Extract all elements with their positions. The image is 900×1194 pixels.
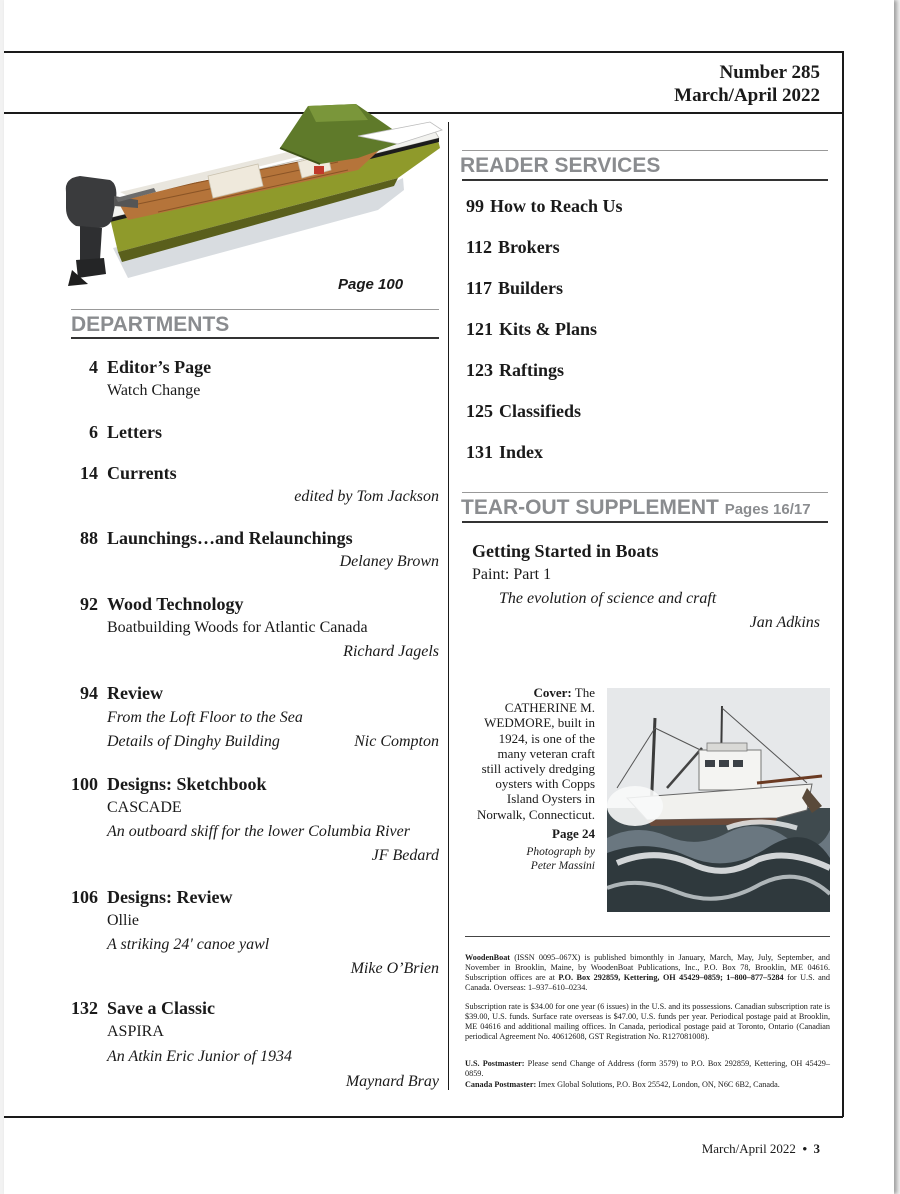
dept-subtitle: Boatbuilding Woods for Atlantic Canada [107,619,368,636]
cover-page-reference[interactable]: Page 24 [552,826,595,841]
dept-byline: Delaney Brown [339,553,439,570]
reader-service-title: Classifieds [499,401,582,421]
canada-postmaster-text: Imex Global Solutions, P.O. Box 25542, London, ON, N6C 6B2, Canada. [536,1080,780,1089]
us-postmaster-notice [465,1059,830,1079]
dept-title-review[interactable]: Review [107,683,163,703]
footer-bullet: • [802,1141,807,1156]
dept-title-currents[interactable]: Currents [107,463,177,483]
departments-top-rule [71,309,439,310]
publication-statement-text: for U.S. and Canada. Overseas: 1–937–610–0234. [465,973,830,992]
dept-page-number[interactable]: 14 [80,463,98,483]
reader-service-page: 123 [466,360,493,380]
reader-service-index[interactable] [466,441,543,463]
cover-label: Cover: [533,685,572,700]
dept-page-number[interactable]: 6 [89,422,98,442]
reader-service-page: 99 [466,196,484,216]
skiff-illustration-icon [58,100,448,290]
dept-title-letters[interactable]: Letters [107,422,162,442]
cover-caption-line: Island Oysters in [506,791,595,807]
dept-page-number[interactable]: 94 [80,683,98,703]
frame-top-rule [4,51,842,53]
reader-service-page: 112 [466,237,493,257]
dept-byline: edited by Tom Jackson [294,488,439,505]
reader-service-title: Builders [498,278,564,298]
page-footer [702,1141,820,1157]
magazine-page [4,0,894,1194]
dept-subtitle: A striking 24' canoe yawl [107,936,270,953]
supplement-author: Jan Adkins [749,614,820,631]
reader-service-page: 121 [466,319,493,339]
reader-service-builders[interactable] [466,277,563,299]
issue-date: March/April 2022 [674,85,820,106]
departments-rule [71,337,439,339]
reader-service-title: Brokers [498,237,560,257]
cover-caption-line: oysters with Copps [495,776,595,792]
fine-print-rule [465,936,830,937]
cover-caption-line: WEDMORE, built in [484,715,595,731]
dept-title-save-a-classic[interactable]: Save a Classic [107,998,215,1018]
cover-caption-line: Norwalk, Connecticut. [476,806,595,822]
supplement-description: The evolution of science and craft [499,590,717,607]
reader-service-page: 131 [466,442,493,462]
cover-caption-line: 1924, is one of the [498,730,595,746]
cover-caption-line: still actively dredging [481,761,595,777]
canada-postmaster-label: Canada Postmaster: [465,1080,537,1089]
dept-subtitle: Ollie [107,912,139,929]
supplement-heading [461,496,811,522]
issue-number: Number 285 [719,62,820,83]
dept-subtitle: An outboard skiff for the lower Columbia River [107,823,410,840]
column-divider [448,122,449,1090]
supplement-rule [462,521,828,523]
dept-subtitle: Details of Dinghy Building [107,733,280,750]
dept-byline: Mike O’Brien [350,960,439,977]
dept-title-editors-page[interactable]: Editor’s Page [107,357,212,377]
dept-subtitle: CASCADE [107,799,182,816]
frame-right-rule [842,51,844,1117]
dept-title-launchings[interactable]: Launchings…and Relaunchings [107,528,353,548]
supplement-subtitle: Paint: Part 1 [472,566,552,583]
footer-page-number: 3 [813,1141,820,1156]
supplement-heading-text: TEAR-OUT SUPPLEMENT [461,496,719,519]
reader-service-brokers[interactable] [466,236,560,258]
dept-page-number[interactable]: 100 [71,774,98,794]
dept-byline: Maynard Bray [345,1073,439,1090]
dept-page-number[interactable]: 132 [71,998,98,1018]
cover-caption-line: CATHERINE M. [504,700,595,716]
dept-subtitle: ASPIRA [107,1023,164,1040]
photo-credit-name: Peter Massini [530,860,595,872]
subscription-address: P.O. Box 292859, Kettering, OH 45429–0859; 1–800–877–5284 [558,973,784,982]
us-postmaster-label: U.S. Postmaster: [465,1059,525,1068]
reader-services-heading: READER SERVICES [460,154,661,177]
supplement-pages: Pages 16/17 [724,501,811,518]
publication-statement [465,953,830,993]
dept-byline: Richard Jagels [343,643,439,660]
illustration-page-reference: Page 100 [338,276,404,293]
reader-service-classifieds[interactable] [466,400,581,422]
reader-service-how-to-reach-us[interactable] [466,195,623,217]
dept-title-wood-technology[interactable]: Wood Technology [107,594,244,614]
publication-statement-text: (ISSN 0095–067X) is published bimonthly in January, March, May, July, September, and November in Brooklin, Maine, by WoodenBoat Publications, Inc., P.O. Box 78, Brooklin, ME 04616. Subscription offices are at [465,953,830,982]
reader-service-page: 125 [466,401,493,421]
reader-service-title: How to Reach Us [490,196,623,216]
reader-service-kits-plans[interactable] [466,318,597,340]
subscription-rates: Subscription rate is $34.00 for one year (6 issues) in the U.S. and its possessions. Canadian subscription rate is $39.00, U.S. funds. Surface rate overseas is $47.00, U.S. funds per year. Periodical postage paid at Brooklin, ME 04616 and additional mailing offices. In Canada, periodical postage paid at Toronto, Ontario (Canadian periodical Agreement No. 40612608, GST Registration No. R127081008). [465,1002,830,1041]
publication-brand: WoodenBoat [465,953,511,962]
dept-page-number[interactable]: 92 [80,594,98,614]
dept-subtitle: Watch Change [107,382,201,399]
reader-service-title: Kits & Plans [499,319,598,339]
reader-service-title: Index [499,442,544,462]
dept-subtitle: An Atkin Eric Junior of 1934 [107,1048,293,1065]
reader-service-raftings[interactable] [466,359,564,381]
dept-byline: JF Bedard [371,847,439,864]
frame-bottom-rule [4,1116,843,1118]
cover-caption-line: The [574,685,595,700]
dept-subtitle: From the Loft Floor to the Sea [107,709,303,726]
dept-page-number[interactable]: 4 [89,357,98,377]
us-postmaster-text: Please send Change of Address (form 3579) to P.O. Box 292859, Kettering, OH 45429–0859. [465,1059,830,1078]
reader-service-title: Raftings [499,360,565,380]
reader-service-page: 117 [466,278,493,298]
departments-heading: DEPARTMENTS [71,313,230,336]
reader-services-rule [462,179,828,181]
oyster-boat-photo-icon [607,688,830,912]
canada-postmaster-notice [465,1080,830,1090]
supplement-top-rule [462,492,828,493]
dept-title-designs-sketchbook[interactable]: Designs: Sketchbook [107,774,267,794]
cover-caption [456,685,595,822]
dept-page-number[interactable]: 88 [80,528,98,548]
footer-date: March/April 2022 [701,1141,796,1156]
reader-services-top-rule [462,150,828,151]
cover-caption-line: many veteran craft [497,745,595,761]
supplement-title[interactable]: Getting Started in Boats [472,541,659,561]
dept-byline: Nic Compton [354,733,439,750]
dept-page-number[interactable]: 106 [71,887,98,907]
dept-title-designs-review[interactable]: Designs: Review [107,887,233,907]
photo-credit-line: Photograph by [526,846,595,858]
